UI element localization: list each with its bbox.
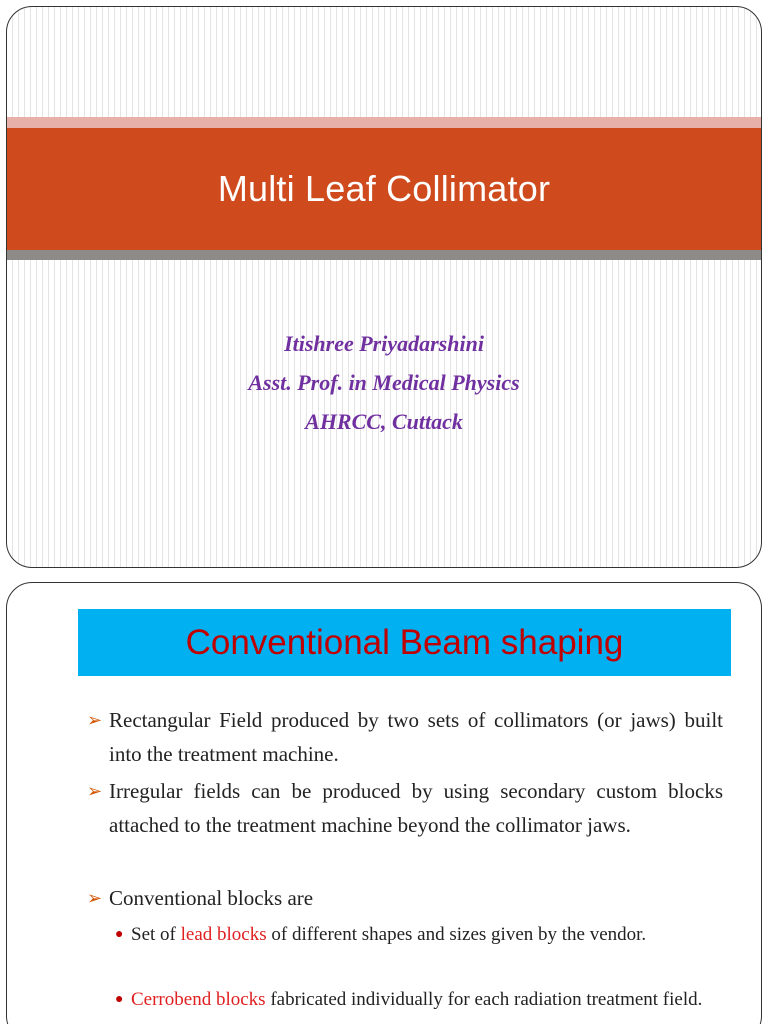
sub-text-prefix: Set of <box>131 924 181 945</box>
sub-bullet-text <box>131 984 723 1015</box>
slide-conventional-beam-shaping <box>6 582 762 1024</box>
highlight-lead-blocks: lead blocks <box>180 924 267 945</box>
author-role: Asst. Prof. in Medical Physics <box>248 370 520 395</box>
bullet-text: Rectangular Field produced by two sets of collimators (or jaws) built into the treatment machine. <box>109 708 723 766</box>
title-band-bottom-stripe <box>7 250 761 260</box>
author-org: AHRCC, Cuttack <box>305 409 463 434</box>
arrow-bullet-icon: ➢ <box>87 781 103 801</box>
slide-title: Multi Leaf Collimator <box>217 168 551 209</box>
sub-text-suffix: fabricated individually for each radiation treatment field. <box>265 989 703 1010</box>
highlight-cerrobend-blocks: Cerrobend blocks <box>131 989 266 1010</box>
slide-heading: Conventional Beam shaping <box>185 622 624 662</box>
dot-bullet-icon: ● <box>115 927 124 942</box>
author-name: Itishree Priyadarshini <box>284 331 484 356</box>
dot-bullet-icon: ● <box>115 992 124 1007</box>
sub-bullet-item <box>115 984 723 1015</box>
bullet-item <box>87 774 723 842</box>
bullet-text: Conventional blocks are <box>109 886 314 910</box>
title-band <box>7 128 761 250</box>
sub-bullet-text <box>131 919 723 950</box>
author-block <box>7 324 761 441</box>
slide-title-page <box>6 6 762 568</box>
bullet-item <box>87 703 723 771</box>
arrow-bullet-icon: ➢ <box>87 710 103 730</box>
title-band-top-stripe <box>7 117 761 128</box>
bullet-item <box>87 881 723 915</box>
sub-text-suffix: of different shapes and sizes given by the vendor. <box>266 924 647 945</box>
arrow-bullet-icon: ➢ <box>87 888 103 908</box>
heading-box <box>78 609 731 676</box>
sub-bullet-item <box>115 919 723 950</box>
bullet-text: Irregular fields can be produced by using secondary custom blocks attached to the treatment machine beyond the collimator jaws. <box>109 779 723 837</box>
